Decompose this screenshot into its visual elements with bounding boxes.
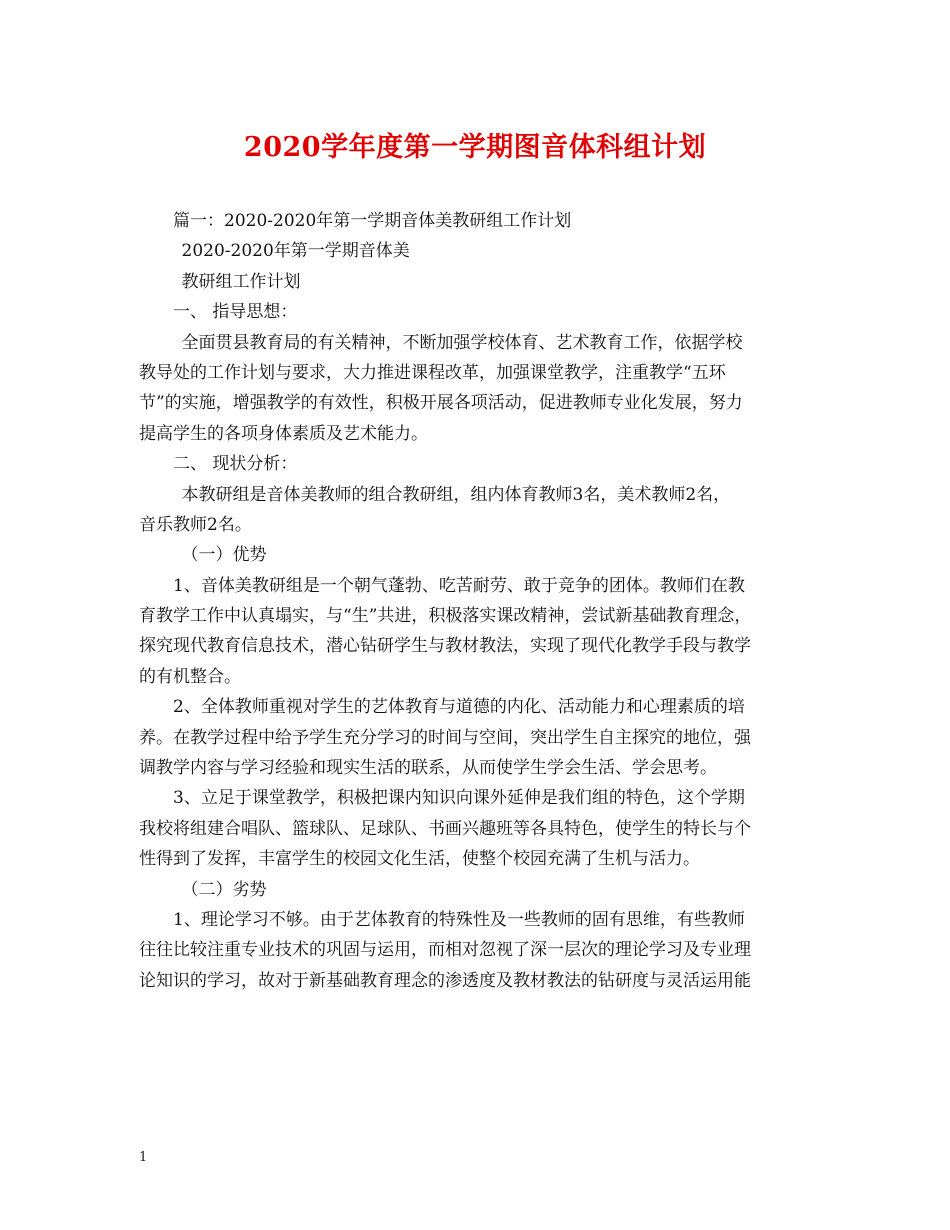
body-line: 探究现代教育信息技术，潜心钻研学生与教材教法，实现了现代化教学手段与教学	[139, 636, 751, 657]
body-line: 教研组工作计划	[181, 271, 301, 292]
body-line: 二、 现状分析：	[173, 454, 298, 475]
body-line: 论知识的学习，故对于新基础教育理念的渗透度及教材教法的钻研度与灵活运用能	[139, 970, 751, 991]
page-number: 1	[139, 1150, 148, 1165]
body-line: 的有机整合。	[139, 666, 241, 687]
body-line: 篇一：2020-2020年第一学期音体美教研组工作计划	[173, 211, 572, 231]
body-line: 2020-2020年第一学期音体美	[181, 241, 410, 262]
body-line: 音乐教师2名。	[139, 514, 252, 535]
body-line: 1、理论学习不够。由于艺体教育的特殊性及一些教师的固有思维，有些教师	[173, 909, 745, 930]
body-line: 本教研组是音体美教师的组合教研组，组内体育教师3名，美术教师2名，	[181, 484, 731, 505]
body-line: 养。在教学过程中给予学生充分学习的时间与空间，突出学生自主探究的地位，强	[139, 727, 751, 748]
body-line: 一、 指导思想：	[173, 302, 298, 323]
body-line: 全面贯县教育局的有关精神，不断加强学校体育、艺术教育工作，依据学校	[181, 332, 743, 353]
body-line: 调教学内容与学习经验和现实生活的联系，从而使学生学会生活、学会思考。	[139, 758, 717, 779]
body-line: 教导处的工作计划与要求，大力推进课程改革，加强课堂教学，注重教学“五环	[139, 362, 726, 383]
body-line: 节”的实施，增强教学的有效性，积极开展各项活动，促进教师专业化发展，努力	[139, 393, 743, 414]
body-line: 3、立足于课堂教学，积极把课内知识向课外延伸是我们组的特色，这个学期	[173, 788, 745, 809]
body-line: 育教学工作中认真塌实，与“生”共进，积极落实课改精神，尝试新基础教育理念，	[139, 606, 752, 627]
body-line: 往往比较注重专业技术的巩固与运用，而相对忽视了深一层次的理论学习及专业理	[139, 940, 751, 961]
body-line: 2、全体教师重视对学生的艺体教育与道德的内化、活动能力和心理素质的培	[173, 697, 745, 718]
body-line: 我校将组建合唱队、篮球队、足球队、书画兴趣班等各具特色，使学生的特长与个	[139, 818, 751, 839]
document-title: 2020学年度第一学期图音体科组计划	[243, 132, 707, 163]
body-line: 性得到了发挥，丰富学生的校园文化生活，使整个校园充满了生机与活力。	[139, 849, 700, 870]
document-body	[139, 206, 815, 996]
body-line: （二）劣势	[181, 879, 267, 900]
body-line: 1、音体美教研组是一个朝气蓬勃、吃苦耐劳、敢于竞争的团体。教师们在教	[173, 575, 745, 596]
body-line: （一）优势	[181, 545, 267, 566]
body-line: 提高学生的各项身体素质及艺术能力。	[139, 423, 428, 444]
